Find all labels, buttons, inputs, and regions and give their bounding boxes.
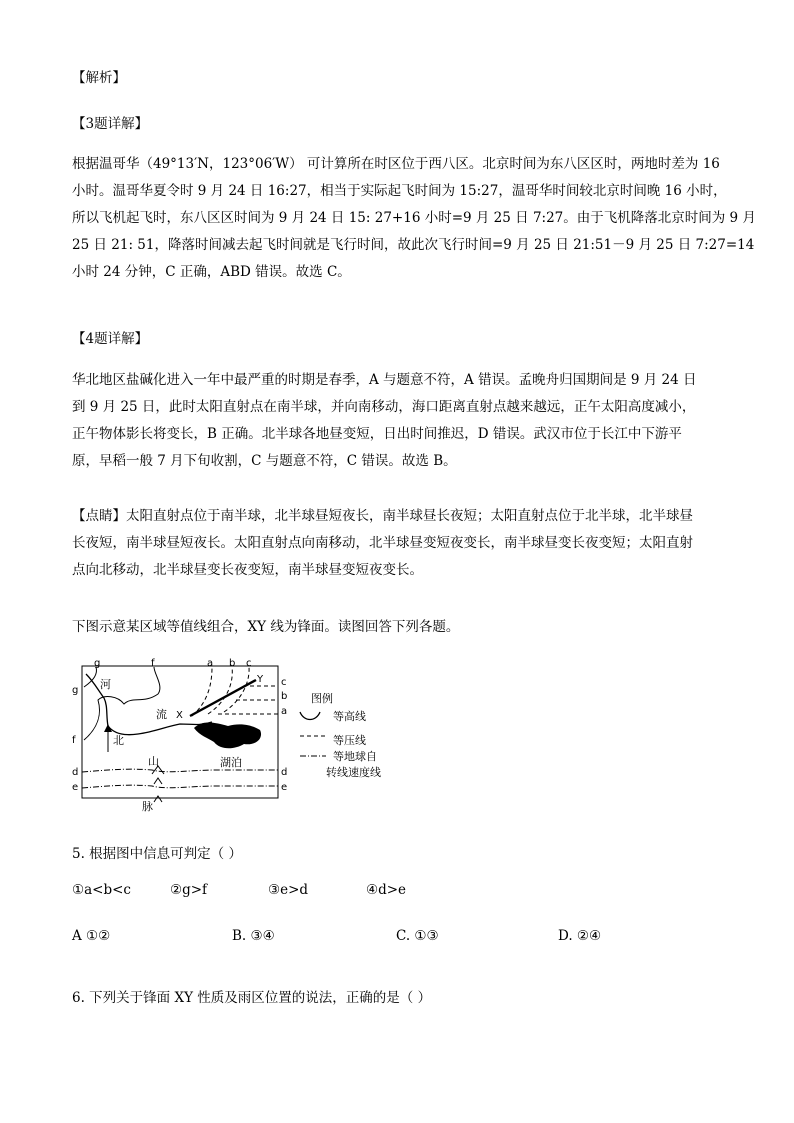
- analysis-heading: 【解析】: [72, 70, 126, 86]
- option-a[interactable]: A ①②: [72, 928, 111, 944]
- statement-1: ①a<b<c: [72, 882, 131, 898]
- right-label-e: e: [281, 782, 288, 793]
- river-char-he: 河: [100, 678, 111, 691]
- q3-line: 根据温哥华（49°13′N，123°06′W） 可计算所在时区位于西八区。北京时间为东八区区时，两地时差为 16: [72, 156, 720, 172]
- mountain-char-mai: 脉: [142, 800, 153, 813]
- contour-f: [84, 667, 160, 740]
- q4-line: 原，早稻一般 7 月下旬收割，C 与题意不符，C 错误。故选 B。: [72, 453, 457, 469]
- q3-heading: 【3题详解】: [72, 116, 149, 132]
- legend-contour-label: 等高线: [333, 710, 366, 723]
- q3-explanation: [72, 151, 756, 286]
- rotation-line-e: [82, 785, 278, 788]
- statement-2: ②g>f: [170, 882, 208, 898]
- top-label-a: a: [207, 658, 214, 669]
- q3-line: 小时 24 分钟，C 正确，ABD 错误。故选 C。: [72, 264, 351, 280]
- legend-title: 图例: [311, 692, 333, 705]
- mountain-peak-2: [154, 778, 162, 784]
- legend-contour-symbol: [300, 712, 320, 720]
- q4-explanation: [72, 367, 724, 475]
- top-label-c: c: [246, 658, 252, 669]
- tip-paragraph: [72, 503, 724, 584]
- q4-line: 正午物体影长将变长，B 正确。北半球各地昼变短，日出时间推迟，D 错误。武汉市位于长江中下游平: [72, 426, 682, 442]
- q6-stem: 6. 下列关于锋面 XY 性质及雨区位置的说法，正确的是（ ）: [72, 990, 432, 1006]
- top-label-f: f: [151, 658, 155, 669]
- isoline-map-figure: [68, 656, 408, 816]
- lake-label: 湖泊: [220, 756, 242, 769]
- point-y-label: Y: [257, 674, 264, 685]
- statement-4: ④d>e: [366, 882, 407, 898]
- right-label-b: b: [281, 691, 288, 702]
- rotation-line-d: [82, 769, 278, 772]
- q3-line: 小时。温哥华夏令时 9 月 24 日 16:27，相当于实际起飞时间为 15:27，温哥华时间较北京时间晚 16 小时，: [72, 183, 727, 199]
- statement-3: ③e>d: [268, 882, 309, 898]
- lake: [194, 723, 261, 749]
- point-x-label: X: [176, 710, 183, 721]
- legend-isobar-label: 等压线: [333, 734, 366, 747]
- q3-line: 25 日 21: 51，降落时间减去起飞时间就是飞行时间，故此次飞行时间=9 月 25 日 21:51－9 月 25 日 7:27=14: [72, 237, 755, 253]
- left-label-f: f: [72, 735, 76, 746]
- tip-line: 【点睛】太阳直射点位于南半球，北半球昼短夜长，南半球昼长夜短；太阳直射点位于北半球，北半球昼: [72, 508, 693, 524]
- left-label-d: d: [72, 767, 79, 778]
- q5-stem: 5. 根据图中信息可判定（ ）: [72, 846, 242, 862]
- tip-line: 长夜短，南半球昼短夜长。太阳直射点向南移动，北半球昼变短夜变长，南半球昼变长夜变短；太阳直射: [72, 535, 693, 551]
- top-label-g: g: [94, 658, 101, 669]
- top-label-b: b: [229, 658, 236, 669]
- legend-rotation-label-1: 等地球自: [333, 750, 377, 763]
- mountain-peak-3: [154, 796, 162, 802]
- option-c[interactable]: C. ①③: [396, 928, 439, 944]
- mountain-char-shan: 山: [148, 755, 159, 768]
- option-d[interactable]: D. ②④: [558, 928, 602, 944]
- north-label: 北: [113, 734, 124, 747]
- figure-intro: 下图示意某区域等值线组合，XY 线为锋面。读图回答下列各题。: [72, 619, 460, 635]
- north-arrow-head: [104, 724, 112, 732]
- q4-line: 到 9 月 25 日，此时太阳直射点在南半球，并向南移动，海口距离直射点越来越远，正午太阳高度减小，: [72, 399, 696, 415]
- option-b[interactable]: B. ③④: [232, 928, 275, 944]
- q4-heading: 【4题详解】: [72, 331, 149, 347]
- tip-line: 点向北移动，北半球昼变长夜变短，南半球昼变短夜变长。: [72, 562, 423, 578]
- right-label-c: c: [281, 677, 287, 688]
- q4-line: 华北地区盐碱化进入一年中最严重的时期是春季，A 与题意不符，A 错误。孟晚舟归国期间是 9 月 24 日: [72, 372, 697, 388]
- river-char-liu: 流: [156, 708, 167, 721]
- q3-line: 所以飞机起飞时，东八区区时间为 9 月 24 日 15: 27+16 小时=9 月 25 日 7:27。由于飞机降落北京时间为 9 月: [72, 210, 756, 226]
- right-label-d: d: [281, 767, 288, 778]
- legend-rotation-label-2: 转线速度线: [326, 766, 381, 779]
- right-label-a: a: [281, 706, 288, 717]
- isobar-b: [208, 667, 232, 714]
- left-label-g: g: [72, 685, 79, 696]
- front-xy: [190, 680, 256, 716]
- left-label-e: e: [72, 782, 79, 793]
